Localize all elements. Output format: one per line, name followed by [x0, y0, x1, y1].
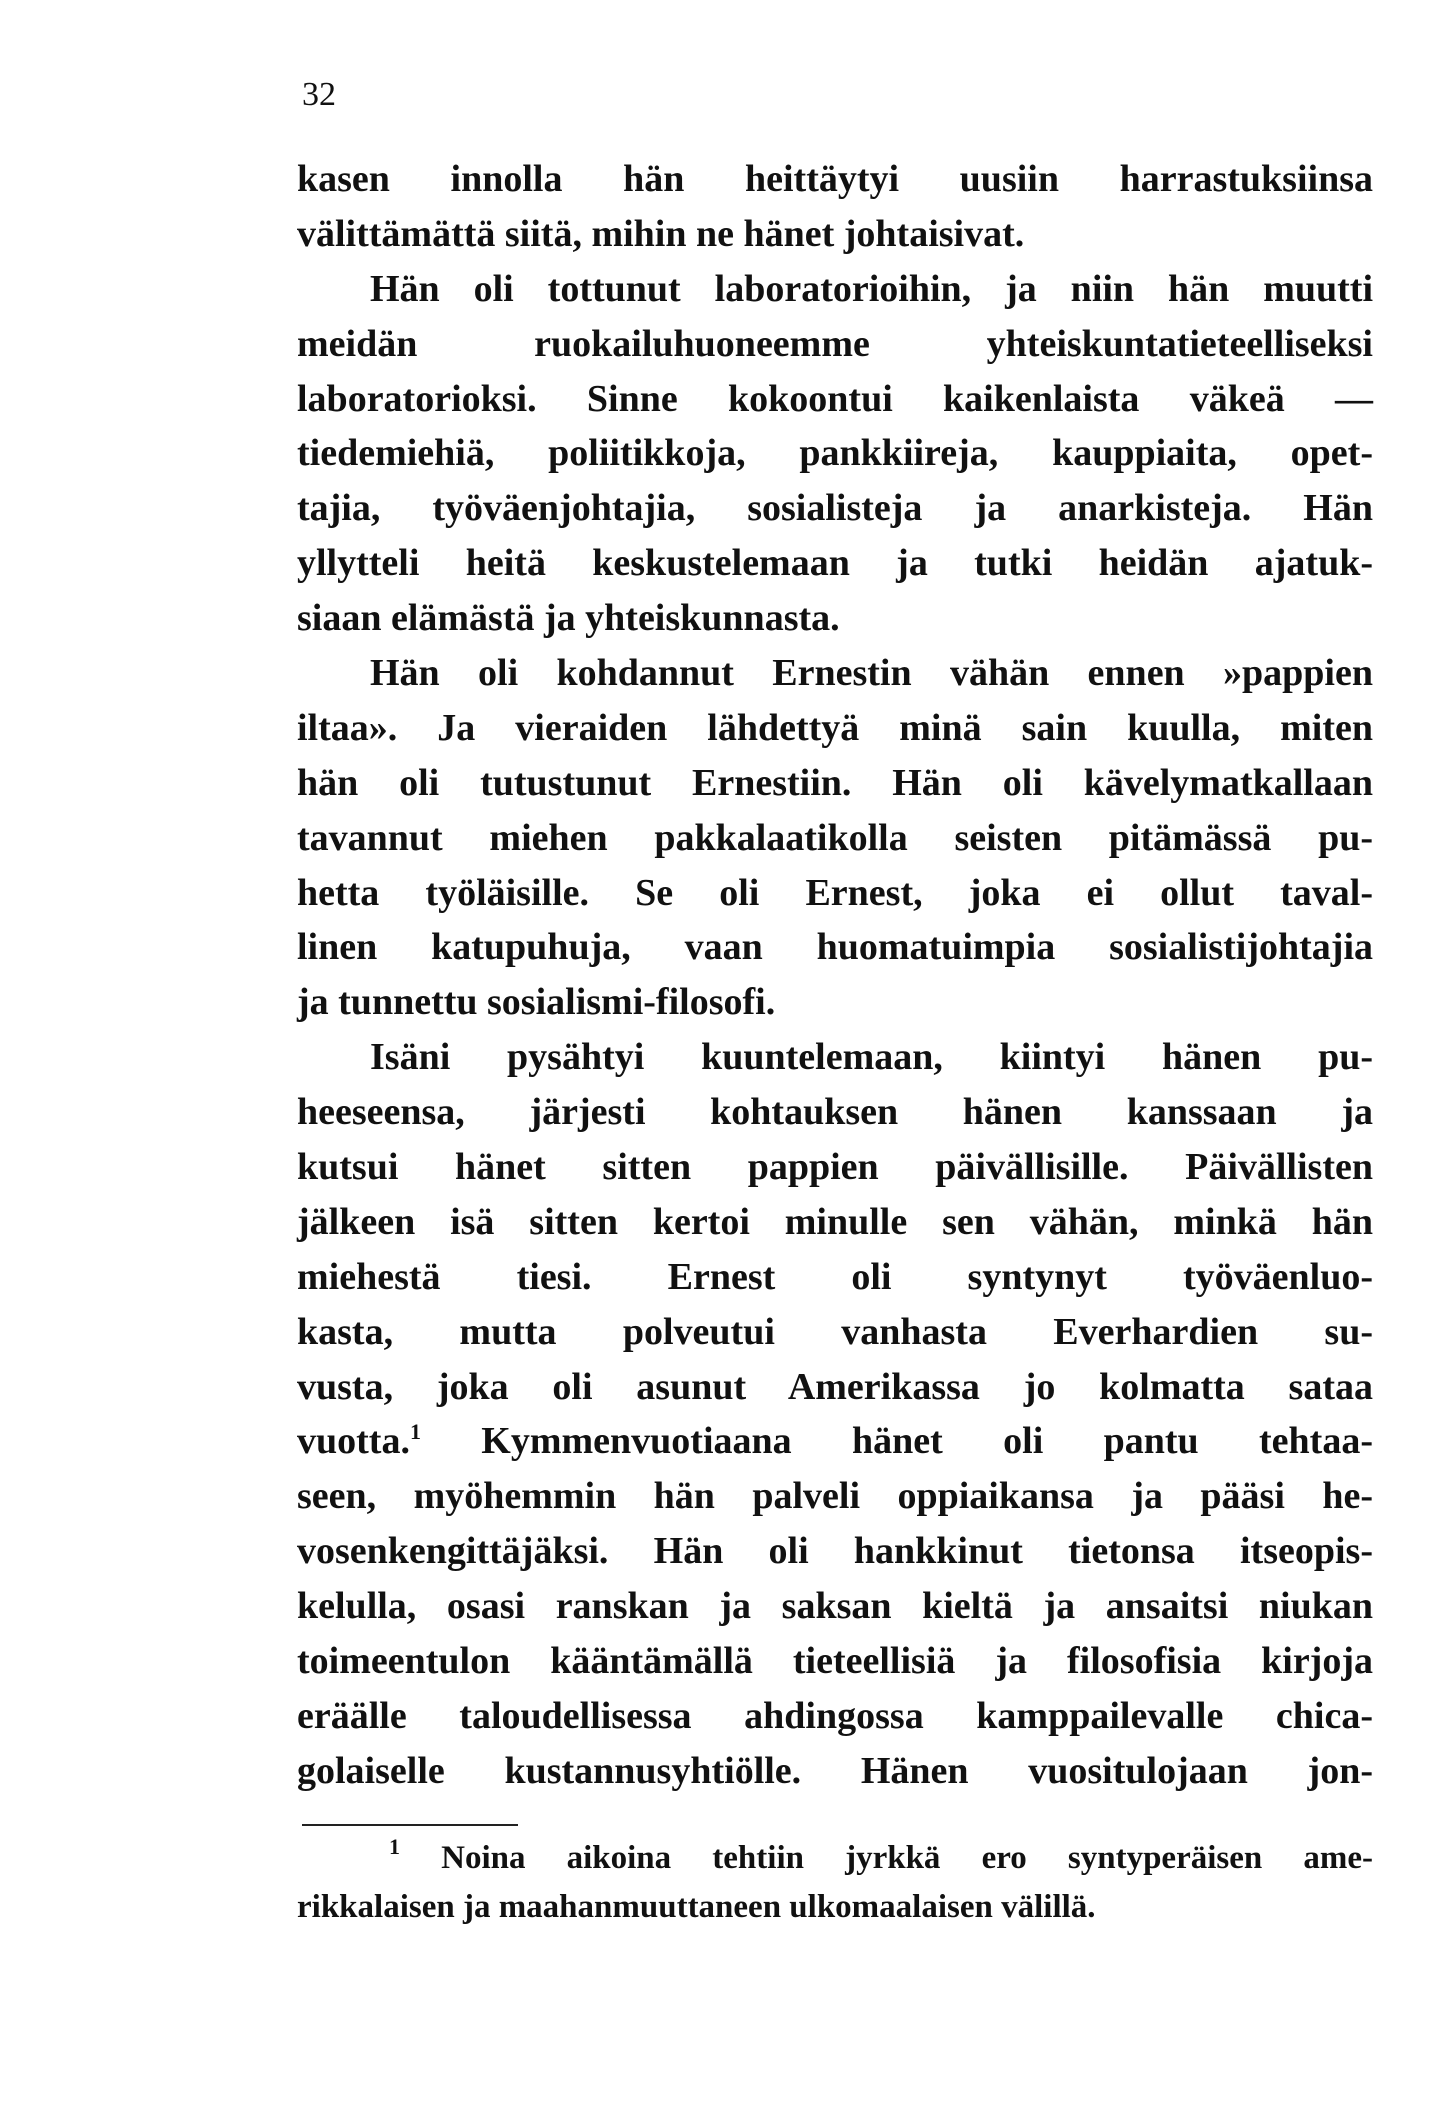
text-line: seen, myöhemmin hän palveli oppiaikansa ja pääsi he-: [297, 1475, 1373, 1518]
text-line: ja tunnettu sosialismi-filosofi.: [297, 981, 776, 1024]
text-line: Hän oli kohdannut Ernestin vähän ennen »pappien: [370, 652, 1373, 695]
footnote-line: rikkalaisen ja maahanmuuttaneen ulkomaalaisen välillä.: [297, 1889, 1096, 1925]
footnote-divider: [302, 1824, 518, 1826]
text-line: kasen innolla hän heittäytyi uusiin harrastuksiinsa: [297, 158, 1373, 200]
text-line: vuotta.$^1$ Kymmenvuotiaana hänet oli pantu tehtaa-: [297, 1419, 1373, 1463]
footnote-marker: 1: [389, 1834, 400, 1859]
text-line: jälkeen isä sitten kertoi minulle sen vähän, minkä hän: [297, 1200, 1373, 1243]
text-line: vosenkengittäjäksi. Hän oli hankkinut tietonsa itseopis-: [297, 1530, 1373, 1573]
text-line: golaiselle kustannusyhtiölle. Hänen vuositulojaan jon-: [297, 1749, 1373, 1792]
paragraph: [297, 152, 1373, 262]
text-line: iltaa». Ja vieraiden lähdettyä minä sain kuulla, miten: [297, 706, 1373, 749]
text-line: eräälle taloudellisessa ahdingossa kamppailevalle chica-: [297, 1694, 1373, 1737]
paragraph: [297, 1030, 1373, 1798]
text-line: siaan elämästä ja yhteiskunnasta.: [297, 597, 840, 640]
text-line: heeseensa, järjesti kohtauksen hänen kanssaan ja: [297, 1091, 1373, 1134]
text-line: meidän ruokailuhuoneemme yhteiskuntatieteelliseksi: [297, 322, 1373, 365]
footnote-line: $^1$ Noina aikoina tehtiin jyrkkä ero syntyperäisen ame-: [389, 1834, 1373, 1876]
text-line: Hän oli tottunut laboratorioihin, ja niin hän muutti: [370, 267, 1373, 310]
text-line: välittämättä siitä, mihin ne hänet johtaisivat.: [297, 212, 1025, 255]
text-line: linen katupuhuja, vaan huomatuimpia sosialistijohtajia: [297, 926, 1373, 969]
text-line: tajia, työväenjohtajia, sosialisteja ja anarkisteja. Hän: [297, 487, 1373, 530]
text-line: Isäni pysähtyi kuuntelemaan, kiintyi hänen pu-: [370, 1036, 1373, 1079]
text-line: tavannut miehen pakkalaatikolla seisten pitämässä pu-: [297, 816, 1373, 859]
footnote-marker: 1: [409, 1419, 421, 1445]
paragraph: [297, 646, 1373, 1030]
text-line: hän oli tutustunut Ernestiin. Hän oli kävelymatkallaan: [297, 761, 1373, 804]
paragraph: [297, 262, 1373, 646]
text-line: miehestä tiesi. Ernest oli syntynyt työväenluo-: [297, 1255, 1373, 1298]
text-line: hetta työläisille. Se oli Ernest, joka ei ollut taval-: [297, 871, 1373, 914]
text-line: kutsui hänet sitten pappien päivällisille. Päivällisten: [297, 1146, 1373, 1189]
body-text: [297, 152, 1373, 1799]
text-line: kasta, mutta polveutui vanhasta Everhardien su-: [297, 1310, 1373, 1353]
footnote: [297, 1834, 1373, 1932]
page-number: 32: [302, 76, 336, 113]
text-line: kelulla, osasi ranskan ja saksan kieltä ja ansaitsi niukan: [297, 1585, 1373, 1628]
text-line: toimeentulon kääntämällä tieteellisiä ja filosofisia kirjoja: [297, 1640, 1373, 1683]
text-line: tiedemiehiä, poliitikkoja, pankkiireja, kauppiaita, opet-: [297, 432, 1373, 475]
text-line: vusta, joka oli asunut Amerikassa jo kolmatta sataa: [297, 1365, 1373, 1408]
text-line: yllytteli heitä keskustelemaan ja tutki heidän ajatuk-: [297, 542, 1373, 585]
text-line: laboratorioksi. Sinne kokoontui kaikenlaista väkeä —: [297, 377, 1373, 420]
